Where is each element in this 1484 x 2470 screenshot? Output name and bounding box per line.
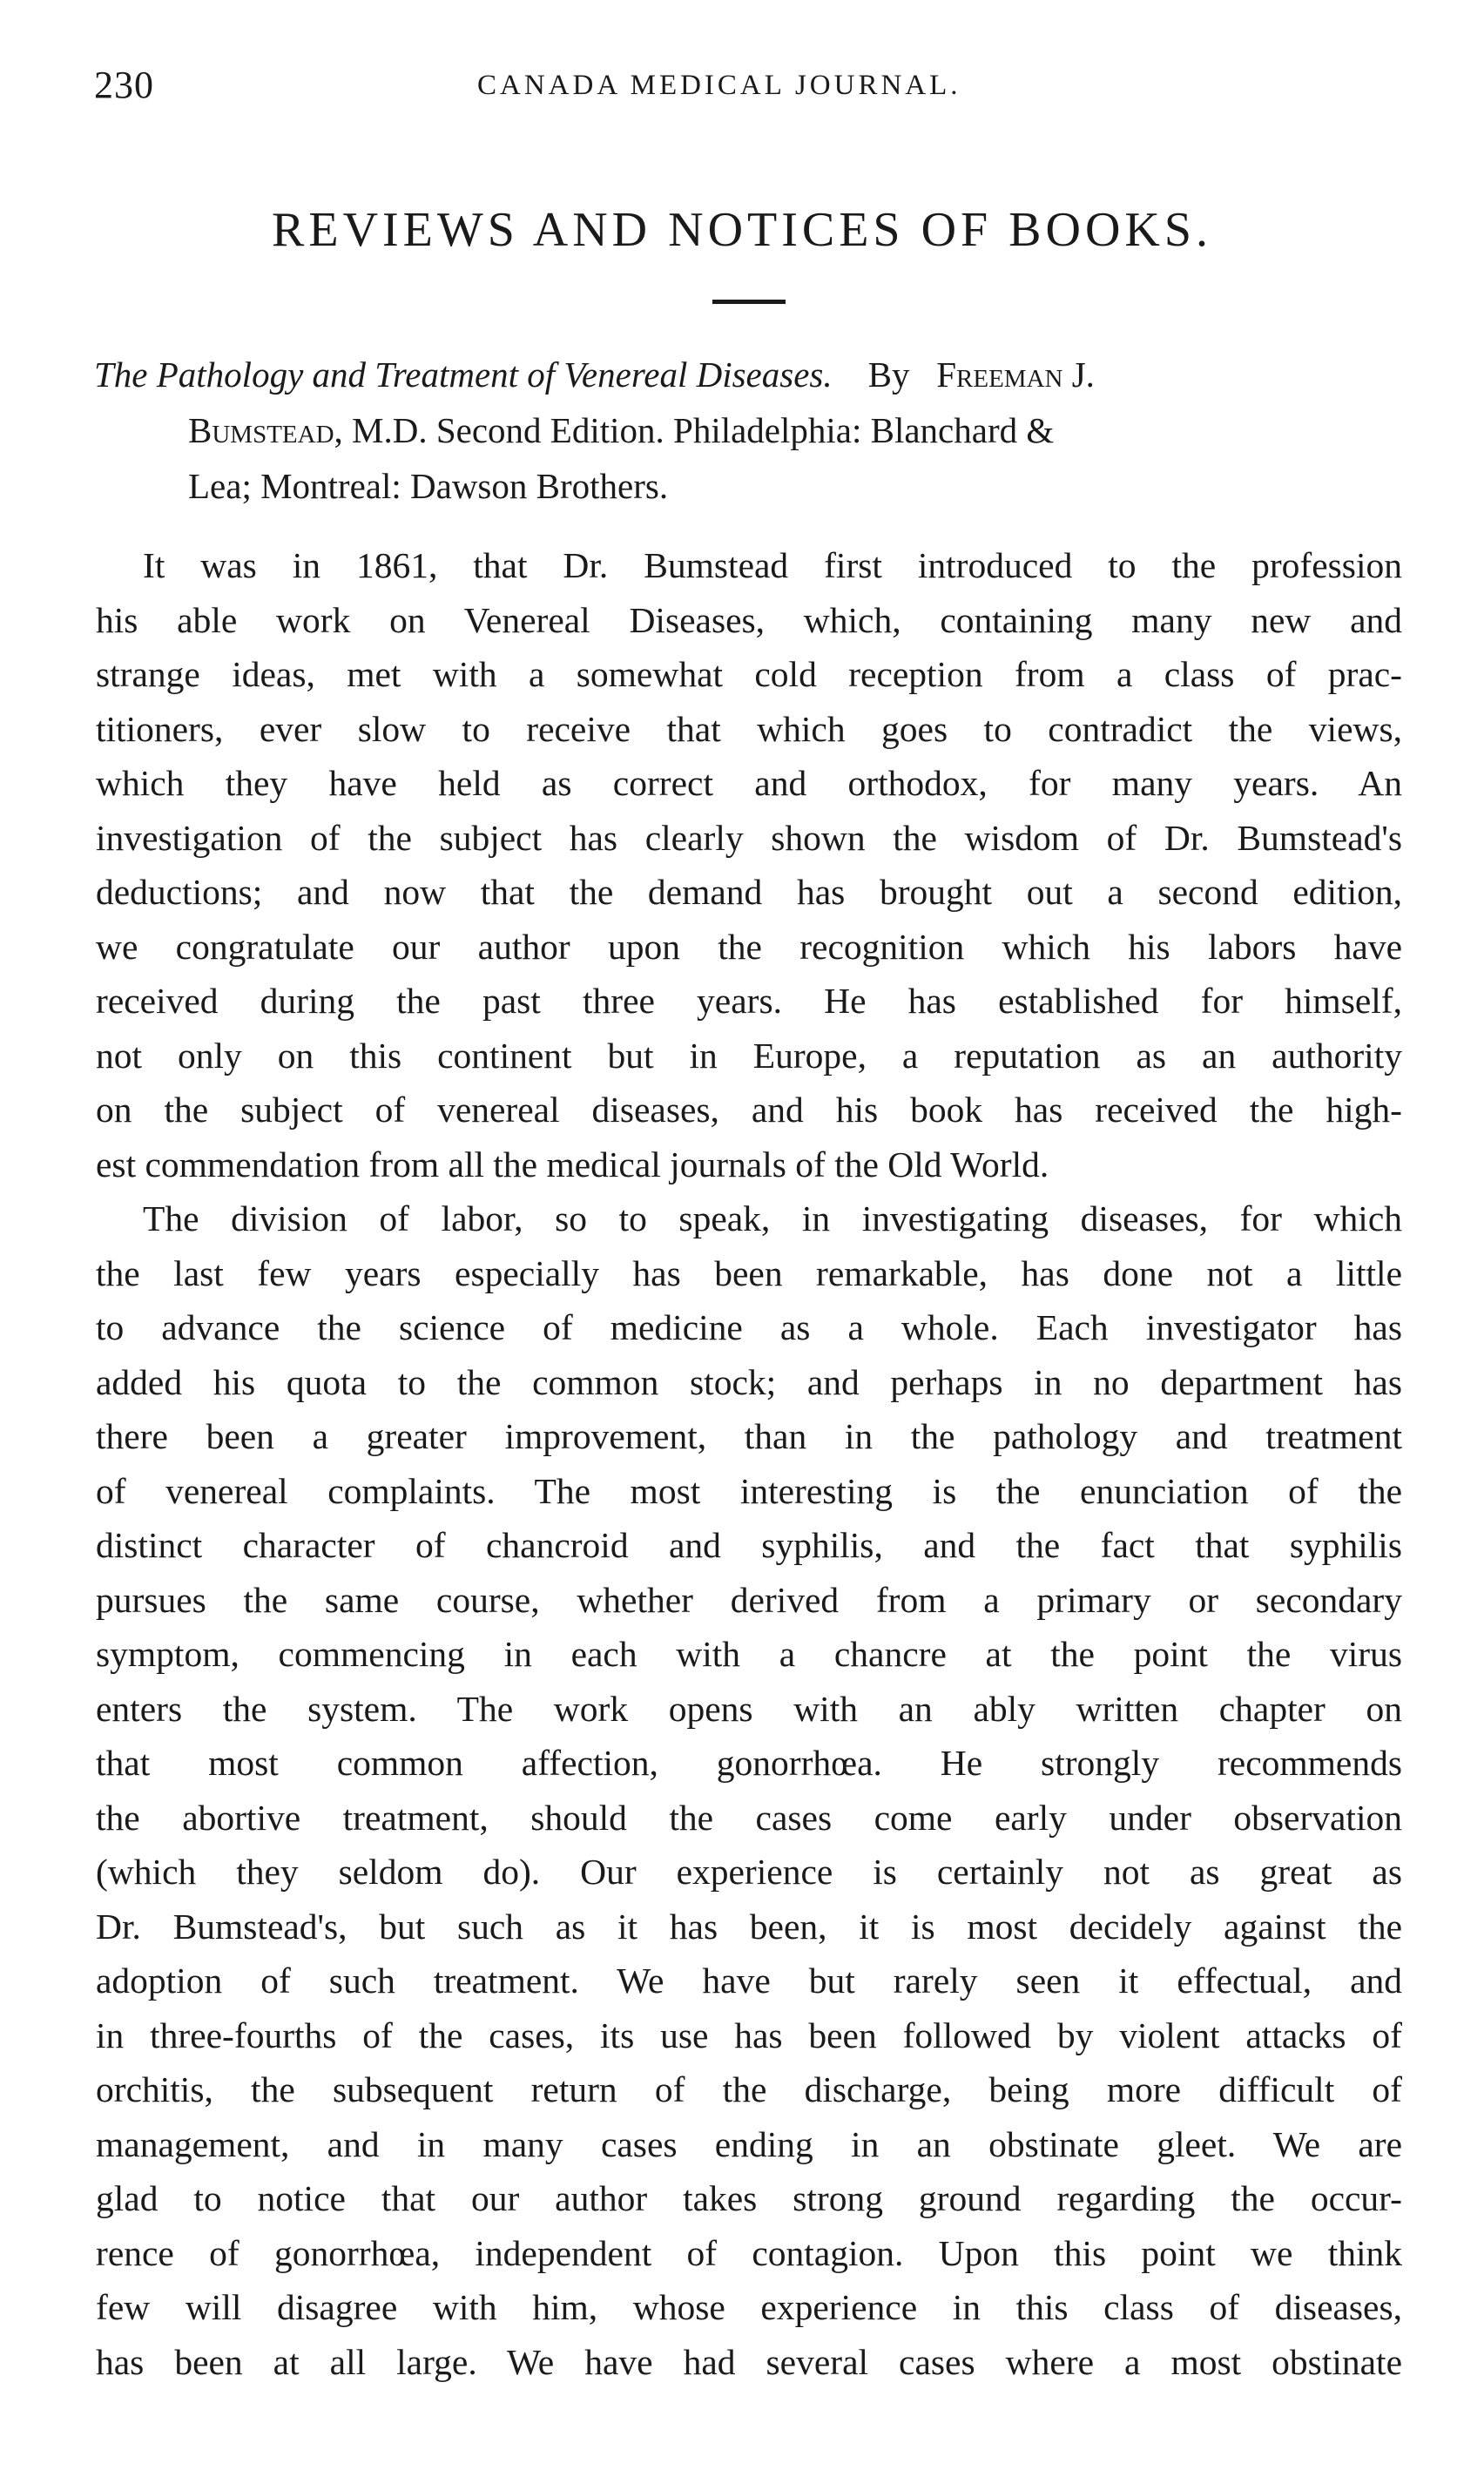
paragraph-2-line: rence of gonorrhœa, independent of contagion. Upon this point we think <box>96 2232 1402 2273</box>
paragraph-2-line: enters the system. The work opens with an ably written chapter on <box>96 1688 1402 1729</box>
paragraph-2-line: there been a greater improvement, than in the pathology and treatment <box>96 1416 1402 1456</box>
citation-by: By <box>867 354 910 395</box>
paragraph-2-line: the last few years especially has been remarkable, has done not a little <box>96 1252 1402 1293</box>
citation-line-2 <box>94 402 1400 458</box>
paragraph-2-line: few will disagree with him, whose experience in this class of diseases, <box>96 2287 1402 2327</box>
section-title: REVIEWS AND NOTICES OF BOOKS. <box>272 203 1212 257</box>
paragraph-2-line: the abortive treatment, should the cases come early under observation <box>96 1797 1402 1838</box>
paragraph-2-line: glad to notice that our author takes strong ground regarding the occur- <box>96 2178 1402 2218</box>
paragraph-1-line: est commendation from all the medical journals of the Old World. <box>96 1144 1049 1184</box>
paragraph-2-line: to advance the science of medicine as a whole. Each investigator has <box>96 1307 1402 1347</box>
paragraph-1-line: not only on this continent but in Europe, a reputation as an authority <box>96 1035 1402 1076</box>
paragraph-2-line: orchitis, the subsequent return of the discharge, being more difficult of <box>96 2069 1402 2109</box>
paragraph-1-line: titioners, ever slow to receive that which goes to contradict the views, <box>96 708 1402 749</box>
paragraph-1-line: received during the past three years. He has established for himself, <box>96 981 1402 1021</box>
paragraph-2-line: symptom, commencing in each with a chancre at the point the virus <box>96 1634 1402 1674</box>
page-number: 230 <box>94 64 154 106</box>
paragraph-2-line: Dr. Bumstead's, but such as it has been, it is most decidely against the <box>96 1906 1402 1947</box>
book-citation <box>94 347 1400 514</box>
book-author-last: Bumstead <box>188 410 334 450</box>
paragraph-2-line: (which they seldom do). Our experience is certainly not as great as <box>96 1852 1402 1892</box>
journal-title: CANADA MEDICAL JOURNAL. <box>477 70 961 101</box>
paragraph-2-line: pursues the same course, whether derived from a primary or secondary <box>96 1579 1402 1620</box>
book-title: The Pathology and Treatment of Venereal Diseases. <box>94 354 833 395</box>
paragraph-2-line: The division of labor, so to speak, in investigating diseases, for which <box>143 1198 1402 1238</box>
review-body <box>96 538 1402 2389</box>
section-divider <box>712 300 786 304</box>
paragraph-1-line: strange ideas, met with a somewhat cold reception from a class of prac- <box>96 654 1402 694</box>
paragraph-2-line: distinct character of chancroid and syphilis, and the fact that syphilis <box>96 1525 1402 1565</box>
running-header <box>94 63 1400 115</box>
paragraph-1-line: investigation of the subject has clearly shown the wisdom of Dr. Bumstead's <box>96 817 1402 858</box>
paragraph-2-line: that most common affection, gonorrhœa. He strongly recommends <box>96 1743 1402 1783</box>
paragraph-2-line: adoption of such treatment. We have but rarely seen it effectual, and <box>96 1960 1402 2001</box>
paragraph-1-line: his able work on Venereal Diseases, which, containing many new and <box>96 599 1402 640</box>
book-author-first: Freeman J. <box>936 354 1095 395</box>
paragraph-1-line: we congratulate our author upon the recognition which his labors have <box>96 926 1402 967</box>
paragraph-1-line: It was in 1861, that Dr. Bumstead first introduced to the profession <box>143 545 1402 585</box>
paragraph-2-line: of venereal complaints. The most interesting is the enunciation of the <box>96 1470 1402 1511</box>
paragraph-1-line: which they have held as correct and orthodox, for many years. An <box>96 763 1402 803</box>
paragraph-2-line: has been at all large. We have had several cases where a most obstinate <box>96 2341 1402 2382</box>
paragraph-1-line: deductions; and now that the demand has brought out a second edition, <box>96 872 1402 912</box>
paragraph-2-line: added his quota to the common stock; and perhaps in no department has <box>96 1361 1402 1402</box>
paragraph-2-line: management, and in many cases ending in an obstinate gleet. We are <box>96 2123 1402 2164</box>
citation-edition: , M.D. Second Edition. Philadelphia: Blanchard & <box>334 410 1055 450</box>
paragraph-2-line: in three-fourths of the cases, its use has been followed by violent attacks of <box>96 2014 1402 2055</box>
paragraph-1-line: on the subject of venereal diseases, and his book has received the high- <box>96 1090 1402 1130</box>
citation-line-3: Lea; Montreal: Dawson Brothers. <box>188 466 669 506</box>
citation-line-1 <box>94 347 1400 402</box>
